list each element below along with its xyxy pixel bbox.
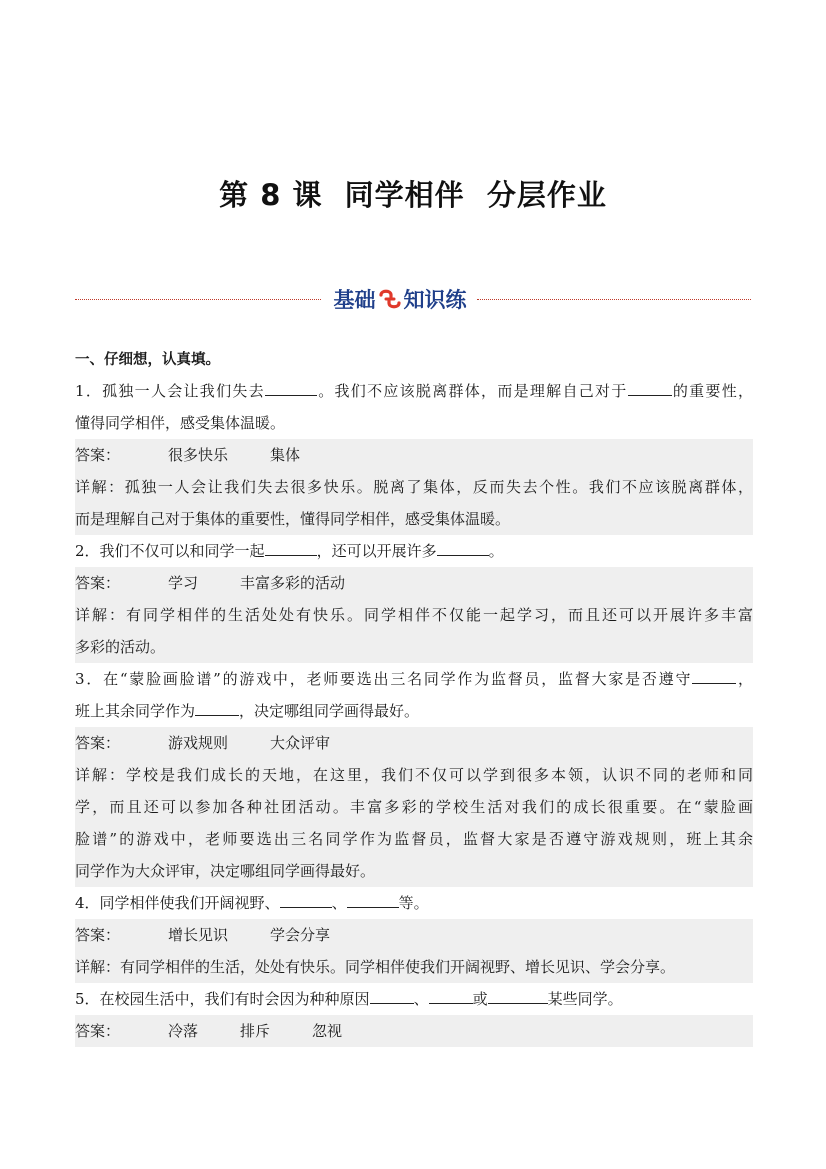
question-text: 4．同学相伴使我们开阔视野、 、 等。	[75, 887, 753, 919]
question-2	[75, 535, 753, 567]
answer-row	[75, 439, 753, 471]
answer-value: 忽视	[312, 1022, 343, 1040]
answer-label: 答案：	[75, 734, 121, 752]
question-text: 1．孤独一人会让我们失去 。我们不应该脱离群体，而是理解自己对于 的重要性，	[75, 375, 753, 407]
explanation: 详解：有同学相伴的生活处处有快乐。同学相伴不仅能一起学习，而且还可以开展许多丰富 多彩的活动。	[75, 606, 753, 656]
question-text: 3．在“蒙脸画脸谱”的游戏中，老师要选出三名同学作为监督员，监督大家是否遵守 ，	[75, 663, 753, 695]
explain-label: 详解：	[75, 606, 126, 624]
question-3	[75, 663, 753, 727]
fill-blank[interactable]	[692, 666, 736, 684]
explain-label: 详解：	[75, 958, 121, 976]
answer-value: 排斥	[240, 1022, 271, 1040]
answer-value: 很多快乐	[168, 446, 229, 464]
link-icon	[377, 286, 403, 312]
answer-row	[75, 1015, 753, 1047]
explanation: 详解：孤独一人会让我们失去很多快乐。脱离了集体，反而失去个性。我们不应该脱离群体， 而是理解自己对于集体的重要性，懂得同学相伴，感受集体温暖。	[75, 478, 753, 528]
answer-value: 增长见识	[168, 926, 229, 944]
answer-value: 大众评审	[270, 734, 331, 752]
answer-row	[75, 727, 753, 759]
answer-label: 答案：	[75, 926, 121, 944]
answer-value: 冷落	[168, 1022, 199, 1040]
fill-blank[interactable]	[437, 538, 489, 556]
question-1	[75, 375, 753, 439]
banner-rule-right	[477, 299, 751, 300]
fill-blank[interactable]	[488, 986, 548, 1004]
answer-value: 丰富多彩的活动	[240, 574, 346, 592]
answer-label: 答案：	[75, 1022, 121, 1040]
fill-blank[interactable]	[265, 378, 317, 396]
answer-row	[75, 567, 753, 599]
banner-label	[325, 282, 475, 316]
section-heading: 一、仔细想，认真填。	[75, 352, 220, 368]
fill-blank[interactable]	[195, 698, 239, 716]
fill-blank[interactable]	[347, 890, 399, 908]
answer-box-4	[75, 919, 753, 983]
fill-blank[interactable]	[265, 538, 317, 556]
explain-label: 详解：	[75, 478, 125, 496]
explanation: 详解：学校是我们成长的天地，在这里，我们不仅可以学到很多本领，认识不同的老师和同 学，而且还可以参加各种社团活动。丰富多彩的学校生活对我们的成长很重要。在“蒙脸画 脸谱”的游戏中，老师要选出三名同学作为监督员，监督大家是否遵守游戏规则，班上其余 同学作为大众评审，决定哪组同学画得最好。	[75, 766, 753, 880]
page-title: 第 8 课 同学相伴 分层作业	[219, 178, 607, 212]
banner-rule-left	[75, 299, 321, 300]
question-text-line2: 懂得同学相伴，感受集体温暖。	[75, 414, 286, 432]
answer-box-3	[75, 727, 753, 887]
answer-box-5	[75, 1015, 753, 1047]
question-4	[75, 887, 753, 919]
exercise-content	[75, 345, 753, 1047]
section-banner	[75, 282, 751, 316]
answer-value: 学会分享	[270, 926, 331, 944]
answer-value: 集体	[270, 446, 301, 464]
question-text: 5．在校园生活中，我们有时会因为种种原因 、 或 某些同学。	[75, 983, 753, 1015]
answer-value: 学习	[168, 574, 199, 592]
answer-value: 游戏规则	[168, 734, 229, 752]
fill-blank[interactable]	[370, 986, 414, 1004]
banner-text-right: 知识练	[403, 288, 467, 312]
answer-label: 答案：	[75, 446, 121, 464]
fill-blank[interactable]	[280, 890, 332, 908]
answer-row	[75, 919, 753, 951]
question-text-line2: 班上其余同学作为 ，决定哪组同学画得最好。	[75, 695, 753, 727]
fill-blank[interactable]	[628, 378, 672, 396]
banner-text-left: 基础	[333, 288, 376, 312]
answer-label: 答案：	[75, 574, 121, 592]
question-5	[75, 983, 753, 1015]
explain-label: 详解：	[75, 766, 126, 784]
answer-box-1	[75, 439, 753, 535]
answer-box-2	[75, 567, 753, 663]
fill-blank[interactable]	[429, 986, 473, 1004]
explanation: 详解：有同学相伴的生活，处处有快乐。同学相伴使我们开阔视野、增长见识、学会分享。	[75, 958, 676, 976]
question-text: 2．我们不仅可以和同学一起 ，还可以开展许多 。	[75, 535, 753, 567]
